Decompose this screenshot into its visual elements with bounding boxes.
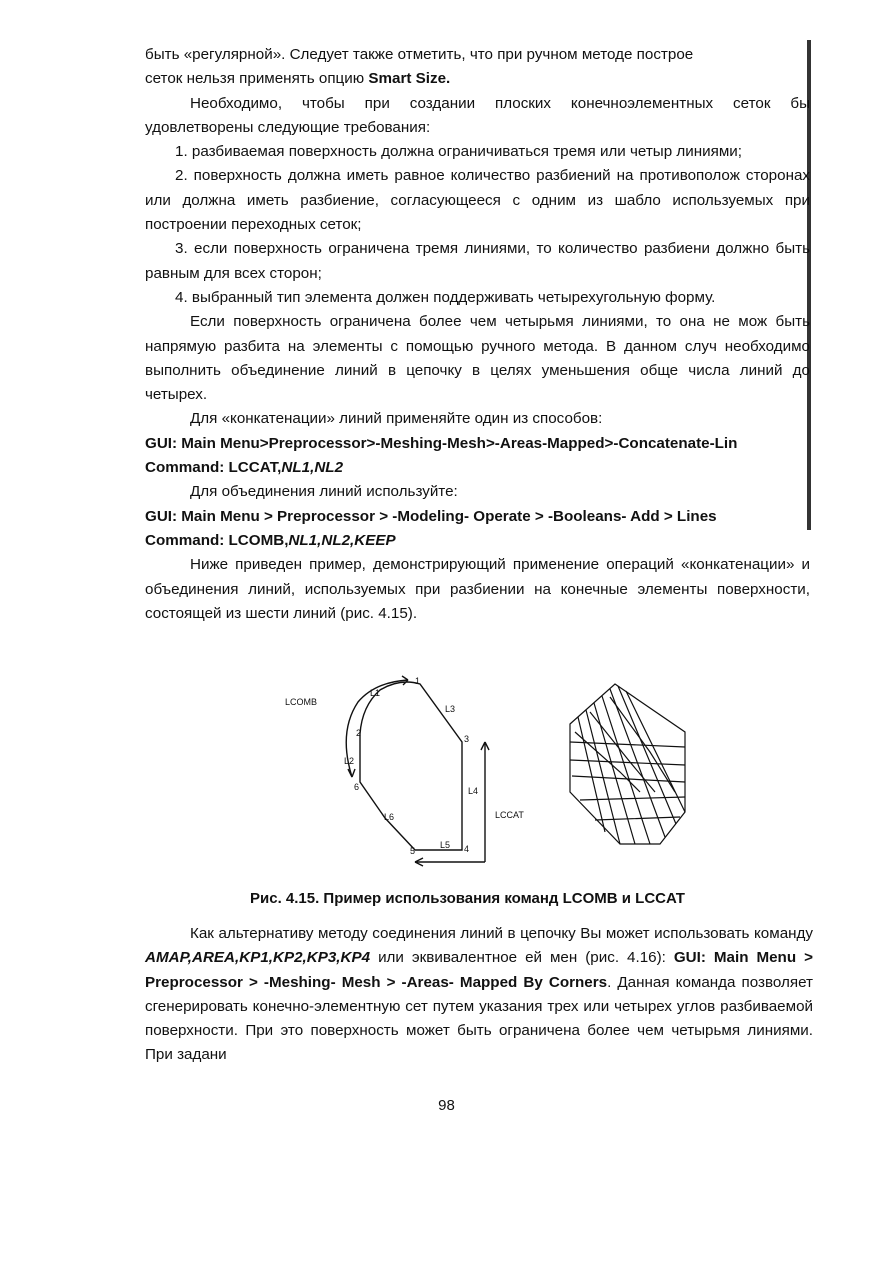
line-1b: сеток нельзя применять опцию (145, 70, 365, 88)
para-6: Ниже приведен пример, демонстрирующий применение операций «конкатенации» и объединения линий, используемых при разбиении на конечные элементы поверхности, состоящей из шести линий (рис. 4.15). (145, 556, 810, 622)
keypoint-1: 1 (415, 676, 421, 686)
list-item-1: 1. разбиваемая поверхность должна ограничиваться тремя или четыр линиями; (175, 143, 742, 161)
gui-path-1: GUI: Main Menu>Preprocessor>-Meshing-Mesh>-Areas-Mapped>-Concatenate-Lin (145, 434, 738, 452)
list-item-3: 3. если поверхность ограничена тремя линиями, то количество разбиени должно быть равным для всех сторон; (145, 240, 810, 282)
keypoint-2: 2 (356, 728, 362, 738)
command-1-args: NL1,NL2 (281, 459, 344, 477)
figure-4-15 (280, 672, 700, 872)
command-1-name: Command: LCCAT, (145, 459, 282, 477)
smart-size-dot: . (446, 70, 451, 88)
figure-caption: Рис. 4.15. Пример использования команд LCOMB и LCCAT (250, 890, 685, 907)
text-block-upper (145, 43, 810, 626)
text-block-lower (145, 922, 813, 1068)
para-7 (145, 922, 813, 1068)
gui-path-2: GUI: Main Menu > Preprocessor > -Modeling- Operate > -Booleans- Add > Lines (145, 507, 717, 525)
line-1a: быть «регулярной». Следует также отметить, что при ручном методе построе (145, 46, 694, 63)
command-2-args: NL1,NL2,KEEP (288, 531, 396, 549)
para-5: Для объединения линий используйте: (190, 483, 458, 501)
command-2-name: Command: LCOMB, (145, 531, 289, 549)
label-l4: L4 (468, 786, 479, 796)
para-7-e: . Данная команда позволяет сгенерировать конечно-элементную сет путем указания трех или четырех углов разбиваемой поверхности. При это поверхность может быть ограничена более чем четырьмя линиями. При задани (145, 973, 814, 1064)
left-diagram (346, 676, 489, 866)
label-l3: L3 (445, 704, 456, 714)
para-7-c: или эквивалентное ей мен (рис. 4.16): (378, 949, 666, 967)
smart-size-text: Smart Size (368, 70, 447, 88)
label-l5: L5 (440, 840, 451, 850)
command-2 (145, 529, 810, 553)
label-l2: L2 (344, 756, 355, 766)
list-item-4: 4. выбранный тип элемента должен поддерживать четырехугольную форму. (175, 288, 716, 306)
page-number: 98 (438, 1097, 455, 1114)
command-1 (145, 456, 810, 480)
keypoint-5: 5 (410, 846, 416, 856)
figure-drawing (280, 672, 700, 872)
label-l1: L1 (370, 688, 381, 698)
para-2: Необходимо, чтобы при создании плоских конечноэлементных сеток бы удовлетворены следующие требования: (145, 94, 810, 136)
para-3: Если поверхность ограничена более чем четырьмя линиями, то она не мож быть напрямую разбита на элементы с помощью ручного метода. В данном случ необходимо выполнить объединение линий в цепочку в целях уменьшения обще числа линий до четырех. (145, 313, 810, 404)
keypoint-6: 6 (354, 782, 360, 792)
para-7-a: Как альтернативу методу соединения линий в цепочку Вы может использовать команду (190, 925, 813, 942)
label-l6: L6 (384, 812, 395, 822)
para-4: Для «конкатенации» линий применяйте один из способов: (190, 410, 603, 428)
right-mesh (570, 684, 685, 844)
amap-command: AMAP,AREA,KP1,KP2,KP3,KP4 (145, 949, 371, 967)
label-lcomb: LCOMB (285, 697, 318, 707)
list-item-2: 2. поверхность должна иметь равное количество разбиений на противополож сторонах или должна иметь разбиение, согласующееся с одним из шабло используемых при построении переходных сеток; (145, 167, 810, 234)
keypoint-4: 4 (464, 844, 470, 854)
keypoint-3: 3 (464, 734, 470, 744)
gui-path-3: GUI: Main Menu > Preprocessor > -Meshing- Mesh > -Areas- Mapped By Corners (145, 949, 813, 991)
para-1 (145, 43, 810, 92)
label-lccat: LCCAT (495, 810, 524, 820)
